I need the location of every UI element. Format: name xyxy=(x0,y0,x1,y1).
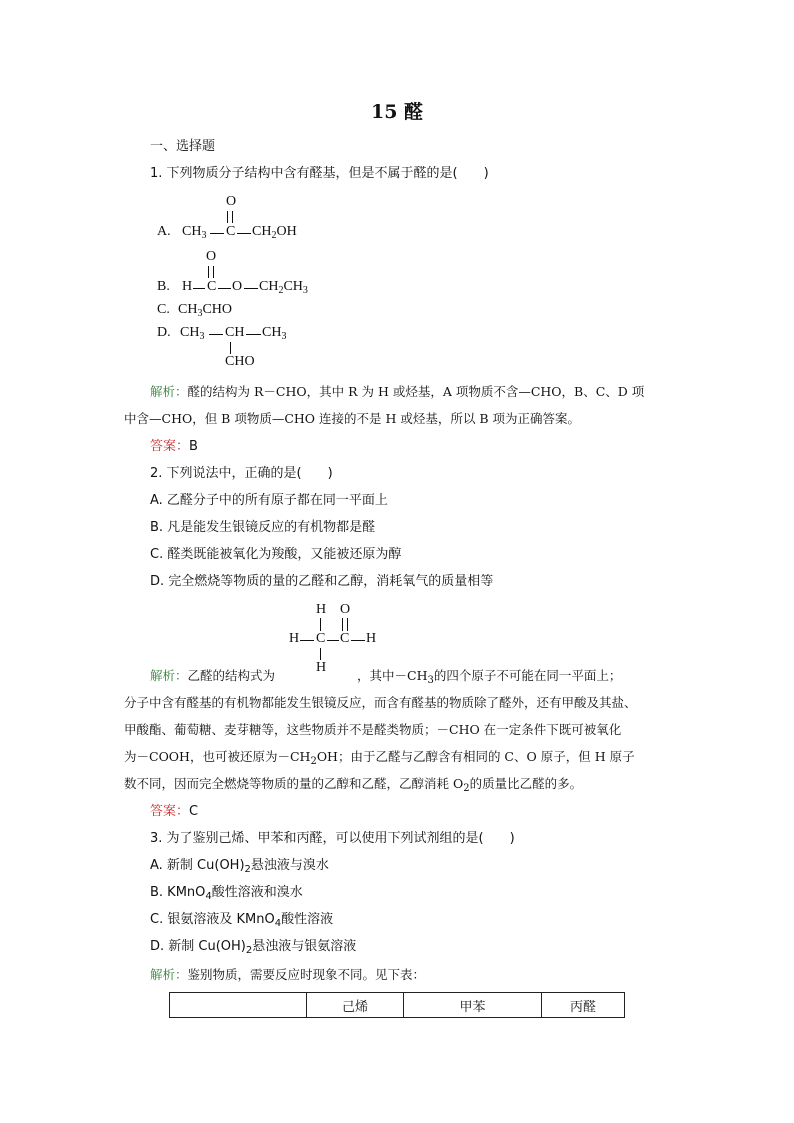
q2-answer-value: C xyxy=(189,804,199,819)
q1-b-ch3: CH xyxy=(283,279,303,294)
q2-analysis-text-5a: 数不同，因而完全燃烧等物质的量的乙醇和乙醛，乙醇消耗 O xyxy=(124,776,464,791)
q1-b-h: H xyxy=(182,279,193,294)
q3-analysis-label: 解析： xyxy=(150,967,188,982)
q1-b-carbon: C xyxy=(207,279,217,294)
q1-stem: 1. 下列物质分子结构中含有醛基，但是不属于醛的是( ) xyxy=(150,166,489,181)
q1-a-ch3-sub: 3 xyxy=(201,230,207,241)
q1-d-cho: CHO xyxy=(225,354,255,369)
q1-b-double-bond xyxy=(208,266,214,278)
q1-answer xyxy=(150,438,198,456)
q1-a-ch2: CH xyxy=(252,224,272,239)
q1-b-ch2-sub: 2 xyxy=(278,285,284,296)
q2-option-a: A. 乙醛分子中的所有原子都在同一平面上 xyxy=(150,493,388,508)
acet-c1: C xyxy=(316,631,326,646)
q2-answer-label: 答案： xyxy=(150,804,190,819)
table-header-cell: 己烯 xyxy=(307,993,404,1018)
q2-option-b: B. 凡是能发生银镜反应的有机物都是醛 xyxy=(150,520,376,535)
q1-d-ch3-left-sub: 3 xyxy=(199,331,205,342)
q2-analysis-text-5a-sub: 2 xyxy=(463,783,470,794)
q3-option-d xyxy=(150,938,356,960)
q3-a-sub: 2 xyxy=(244,864,251,875)
q1-a-ch3: CH xyxy=(182,224,202,239)
q1-d-bond-vertical xyxy=(230,342,231,354)
acet-bond-bottom-h xyxy=(320,648,321,660)
q1-d-ch3-right: CH xyxy=(262,325,282,340)
q1-b-bond-1 xyxy=(193,288,205,289)
q3-b-pre: B. KMnO xyxy=(150,885,206,900)
q3-option-c xyxy=(150,911,333,933)
q1-a-ch2-sub: 2 xyxy=(271,230,277,241)
page-title: 15 醛 xyxy=(370,101,424,123)
q2-option-d: D. 完全燃烧等物质的量的乙醛和乙醇，消耗氧气的质量相等 xyxy=(150,574,494,589)
q1-a-oxygen: O xyxy=(226,194,237,209)
acet-c2: C xyxy=(340,631,350,646)
q1-d-ch: CH xyxy=(225,325,245,340)
q3-analysis-text-1: 鉴别物质，需要反应时现象不同。见下表： xyxy=(187,967,426,982)
q1-b-ch3-sub: 3 xyxy=(302,285,308,296)
q1-d-bond-2 xyxy=(246,334,261,335)
q1-b-bond-3 xyxy=(244,288,258,289)
q1-b-oxygen-top: O xyxy=(206,249,217,264)
q1-d-ch3-right-sub: 3 xyxy=(281,331,287,342)
q3-d-sub: 2 xyxy=(245,945,253,956)
q1-d-bond-1 xyxy=(209,334,223,335)
q1-b-oxygen: O xyxy=(232,279,243,294)
q2-analysis-text-1b-sub: 3 xyxy=(427,675,434,686)
q2-analysis-line-3: 甲酸酯、葡萄糖、麦芽糖等，这些物质并不是醛类物质；－CHO 在一定条件下既可被氧化 xyxy=(124,722,622,737)
q1-a-carbon: C xyxy=(226,224,236,239)
q2-analysis-line-1 xyxy=(150,667,621,690)
q2-analysis-text-1b: ，其中－CH xyxy=(357,668,428,683)
q1-a-bond-2 xyxy=(237,233,251,234)
acet-o-top: O xyxy=(340,602,351,617)
q3-option-b xyxy=(150,884,303,906)
q1-c-label: C. xyxy=(157,302,170,317)
q2-analysis-label: 解析： xyxy=(150,668,188,683)
table-header-cell: 甲苯 xyxy=(404,993,542,1018)
acet-bond-right xyxy=(351,640,365,641)
q3-a-pre: A. 新制 Cu(OH) xyxy=(150,858,245,873)
acet-bond-left xyxy=(300,640,314,641)
acet-h-left: H xyxy=(289,631,300,646)
q1-b-bond-2 xyxy=(218,288,231,289)
table-header-cell: 丙醛 xyxy=(542,993,625,1018)
q2-analysis-line-4 xyxy=(124,748,635,771)
q1-c-ch3: CH xyxy=(178,302,198,317)
acet-h-right: H xyxy=(366,631,377,646)
q2-option-c: C. 醛类既能被氧化为羧酸，又能被还原为醇 xyxy=(150,547,402,562)
acet-double-bond xyxy=(342,618,348,631)
q3-b-sub: 4 xyxy=(205,891,212,902)
q2-answer xyxy=(150,803,198,821)
q2-analysis-line-2: 分子中含有醛基的有机物都能发生银镜反应，而含有醛基的物质除了醛外，还有甲酸及其盐、 xyxy=(124,695,637,710)
q1-d-label: D. xyxy=(157,325,171,340)
acet-bond-cc xyxy=(327,640,339,641)
q3-analysis-line-1 xyxy=(150,966,425,984)
q3-d-post: 悬浊液与银氨溶液 xyxy=(252,939,357,954)
q2-analysis-text-4b: OH；由于乙醛与乙醇含有相同的 C、O 原子，但 H 原子 xyxy=(316,749,635,764)
q1-analysis-label: 解析： xyxy=(150,384,188,399)
q1-a-oh: OH xyxy=(276,224,297,239)
q1-a-double-bond xyxy=(227,211,233,223)
q1-c-cho: CHO xyxy=(202,302,233,317)
q2-analysis-text-4a-sub: 2 xyxy=(310,756,317,767)
section-heading: 一、选择题 xyxy=(150,139,216,154)
q2-analysis-text-5b: 的质量比乙醛的多。 xyxy=(469,776,583,791)
q1-b-label: B. xyxy=(157,279,170,294)
q3-c-post: 酸性溶液 xyxy=(281,912,334,927)
q1-a-bond-1 xyxy=(210,233,224,234)
q2-analysis-line-5 xyxy=(124,775,582,798)
q1-c-ch3-sub: 3 xyxy=(197,308,203,319)
acet-h-bottom: H xyxy=(316,660,327,675)
q3-option-a xyxy=(150,857,329,879)
table-header-cell xyxy=(170,993,307,1018)
q2-analysis-text-4a: 为－COOH，也可被还原为－CH xyxy=(124,749,311,764)
acet-bond-top-h xyxy=(320,618,321,631)
q2-stem: 2. 下列说法中，正确的是( ) xyxy=(150,466,333,481)
acet-h-top: H xyxy=(316,602,327,617)
q3-c-pre: C. 银氨溶液及 KMnO xyxy=(150,912,275,927)
q1-a-label: A. xyxy=(157,224,171,239)
q1-answer-label: 答案： xyxy=(150,439,190,454)
table-header-row xyxy=(170,993,625,1018)
q3-a-post: 悬浊液与溴水 xyxy=(250,858,329,873)
comparison-table xyxy=(169,992,625,1018)
q2-analysis-text-1a: 乙醛的结构式为 xyxy=(187,668,276,683)
q1-b-ch2: CH xyxy=(259,279,279,294)
q1-analysis-line-1 xyxy=(150,383,644,401)
q1-answer-value: B xyxy=(189,439,198,454)
q3-c-sub: 4 xyxy=(274,918,282,929)
q3-d-pre: D. 新制 Cu(OH) xyxy=(150,939,246,954)
q3-stem: 3. 为了鉴别己烯、甲苯和丙醛，可以使用下列试剂组的是( ) xyxy=(150,831,515,846)
q1-analysis-line-2: 中含—CHO，但 B 项物质—CHO 连接的不是 H 或烃基，所以 B 项为正确答案。 xyxy=(124,411,581,426)
q3-b-post: 酸性溶液和溴水 xyxy=(211,885,303,900)
q2-analysis-text-1c: 的四个原子不可能在同一平面上； xyxy=(433,668,622,683)
q1-d-ch3-left: CH xyxy=(180,325,200,340)
q1-analysis-text-1: 醛的结构为 R－CHO，其中 R 为 H 或烃基，A 项物质不含—CHO，B、C、D 项 xyxy=(187,384,645,399)
